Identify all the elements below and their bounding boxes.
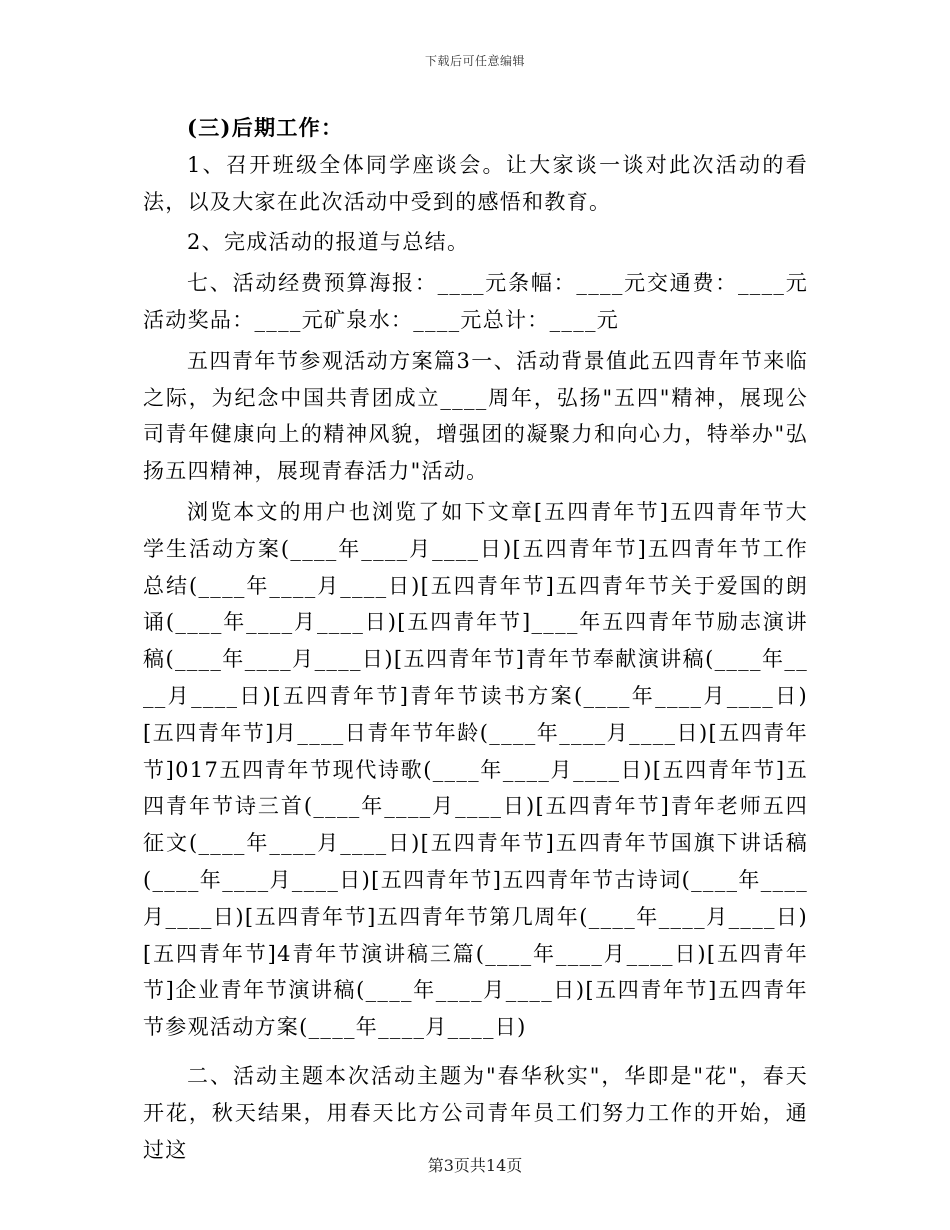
paragraph-theme: 二、活动主题本次活动主题为"春华秋实"，华即是"花"，春天开花，秋天结果，用春天比方公司青年员工们努力工作的开始，通过这 <box>143 1063 808 1162</box>
paragraph-symposium: 1、召开班级全体同学座谈会。让大家谈一谈对此次活动的看法，以及大家在此次活动中受到的感悟和教育。 <box>143 152 808 214</box>
paragraph-background: 五四青年节参观活动方案篇3一、活动背景值此五四青年节来临之际，为纪念中国共青团成立____周年，弘扬"五四"精神，展现公司青年健康向上的精神风貌，增强团的凝聚力和向心力，特举办"弘扬五四精神，展现青春活力"活动。 <box>143 348 808 484</box>
document-body <box>143 110 808 1168</box>
page-header: 下载后可任意编辑 <box>424 54 525 68</box>
paragraph-report-summary: 2、完成活动的报道与总结。 <box>187 230 470 255</box>
paragraph-related-articles: 浏览本文的用户也浏览了如下文章[五四青年节]五四青年节大学生活动方案(____年____月____日)[五四青年节]五四青年节工作总结(____年____月____日)[五四青年节]五四青年节关于爱国的朗诵(____年____月____日)[五四青年节]____年五四青年节励志演讲稿(____年____月____日)[五四青年节]青年节奉献演讲稿(____年____月____日)[五四青年节]青年节读书方案(____年____月____日)[五四青年节]月____日青年节年龄(____年____月____日)[五四青年节]017五四青年节现代诗歌(____年____月____日)[五四青年节]五四青年节诗三首(____年____月____日)[五四青年节]青年老师五四征文(____年____月____日)[五四青年节]五四青年节国旗下讲话稿(____年____月____日)[五四青年节]五四青年节古诗词(____年____月____日)[五四青年节]五四青年节第几周年(____年____月____日)[五四青年节]4青年节演讲稿三篇(____年____月____日)[五四青年节]企业青年节演讲稿(____年____月____日)[五四青年节]五四青年节参观活动方案(____年____月____日) <box>143 499 808 1040</box>
paragraph-budget: 七、活动经费预算海报：____元条幅：____元交通费：____元活动奖品：____元矿泉水：____元总计：____元 <box>143 271 808 332</box>
section-heading-later-work: (三)后期工作： <box>187 115 344 140</box>
page-number: 第3页共14页 <box>427 1156 523 1175</box>
